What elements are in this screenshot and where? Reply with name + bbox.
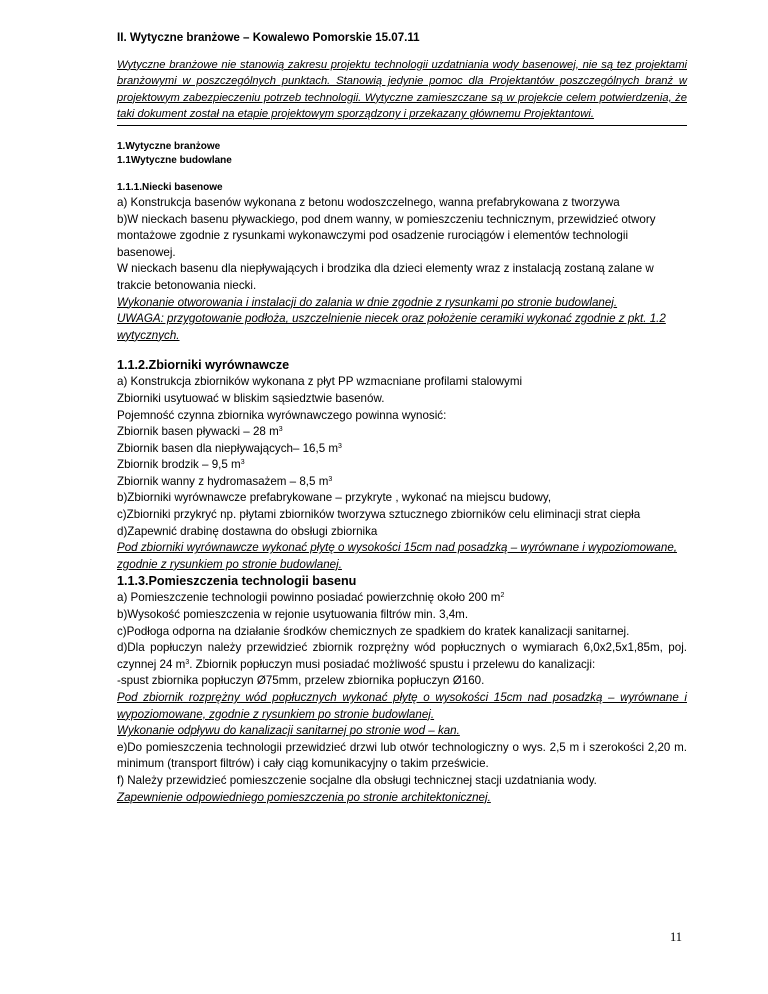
zbiorniki-capacity-1: Zbiornik basen pływacki – 28 $m^3$ [117,425,283,439]
pomieszczenia-item-b: b)Wysokość pomieszczenia w rejonie usytuowania filtrów min. 3,4m. [117,608,469,622]
pomieszczenia-item-f: f) Należy przewidzieć pomieszczenie socjalne dla obsługi technicznej stacji uzdatniania wody. [117,773,597,787]
zbiorniki-note: Pod zbiorniki wyrównawcze wykonać płytę o wysokości 15cm nad posadzką – wyrównane i wypoziomowane, zgodnie z rysunkiem po stronie budowlanej. [117,541,677,571]
zbiorniki-item-f: d)Zapewnić drabinę dostawna do obsługi zbiornika [117,524,378,538]
page-number: 11 [669,930,682,944]
document-content [117,30,687,806]
section-heading-1-1-1: 1.1.1.Niecki basenowe [117,181,223,193]
document-title: II. Wytyczne branżowe – Kowalewo Pomorskie 15.07.11 [117,31,420,44]
pomieszczenia-item-a: a) Pomieszczenie technologii powinno posiadać powierzchnię około 200 $m^2$ [117,591,505,605]
zbiorniki-item-b: Zbiorniki usytuować w bliskim sąsiedztwie basenów. [117,391,385,405]
section-heading-1-1: 1.1Wytyczne budowlane [117,154,232,166]
pomieszczenia-item-d2: -spust zbiornika popłuczyn Ø75mm, przelew zbiornika popłuczyn Ø160. [117,674,485,688]
zbiorniki-capacity-2: Zbiornik basen dla niepływających– 16,5 $m^3$ [117,441,342,455]
niecki-item-b: b)W nieckach basenu pływackiego, pod dnem wanny, w pomieszczeniu technicznym, przewidzieć otwory montażowe zgodnie z rysunkami wykonawczymi pod osadzenie rurociągów i elementów technologii basenowej. [117,212,656,259]
niecki-item-c: W nieckach basenu dla niepływających i brodzika dla dzieci elementy wraz z instalacją zostaną zalane w trakcie betonowania niecki. [117,262,654,292]
zbiorniki-capacity-3: Zbiornik brodzik – 9,5 $m^3$ [117,458,245,472]
zbiorniki-item-d: b)Zbiorniki wyrównawcze prefabrykowane – przykryte , wykonać na miejscu budowy, [117,491,552,505]
pomieszczenia-item-d: d)Dla popłuczyn należy przewidzieć zbiornik rozprężny wód popłucznych o wymiarach 6,0x2,5x1,85m, poj. czynnej 24 $m^3$. Zbiornik popłuczyn musi posiadać możliwość spustu i przelewu do kanalizacji: [117,641,687,671]
niecki-note-1: Wykonanie otworowania i instalacji do zalania w dnie zgodnie z rysunkami po stronie budowlanej. [117,295,618,309]
pomieszczenia-note-3: Zapewnienie odpowiedniego pomieszczenia po stronie architektonicznej. [117,790,491,804]
zbiorniki-item-e: c)Zbiorniki przykryć np. płytami zbiorników tworzywa sztucznego zbiorników celu eliminacji strat ciepła [117,508,641,522]
pomieszczenia-note-1: Pod zbiornik rozprężny wód popłucznych wykonać płytę o wysokości 15cm nad posadzką – wyrównane i wypoziomowane, zgodnie z rysunkiem po stronie budowlanej. [117,691,687,721]
pomieszczenia-item-e: e)Do pomieszczenia technologii przewidzieć drzwi lub otwór technologiczny o wys. 2,5 m i szerokości 2,20 m. minimum (transport filtrów) i cały ciąg komunikacyjny o takim prześwicie. [117,740,687,771]
section-heading-1-1-3: 1.1.3.Pomieszczenia technologii basenu [117,574,357,589]
zbiorniki-capacity-4: Zbiornik wanny z hydromasażem – 8,5 $m^3$ [117,474,333,488]
pomieszczenia-note-2: Wykonanie odpływu do kanalizacji sanitarnej po stronie wod – kan. [117,724,460,738]
niecki-item-a: a) Konstrukcja basenów wykonana z betonu wodoszczelnego, wanna prefabrykowana z tworzywa [117,195,620,209]
intro-paragraph: Wytyczne branżowe nie stanowią zakresu projektu technologii uzdatniania wody basenowej, nie są tez projektami branżowymi w poszczególnych punktach. Stanowią jedynie pomoc dla Projektantów poszczególnych branż w projektowym zabezpieczeniu potrzeb technologii. Wytyczne zamieszczane są w projekcie celem potwierdzenia, że taki dokument został na etapie projektowym sporządzony i przekazany głównemu Projektantowi. [117,57,687,126]
section-heading-1-1-2: 1.1.2.Zbiorniki wyrównawcze [117,358,290,373]
section-heading-1: 1.Wytyczne branżowe [117,140,221,152]
zbiorniki-item-a: a) Konstrukcja zbiorników wykonana z płyt PP wzmacniane profilami stalowymi [117,375,523,389]
niecki-note-2: UWAGA: przygotowanie podłoża, uszczelnienie niecek oraz położenie ceramiki wykonać zgodnie z pkt. 1.2 wytycznych. [117,312,666,342]
zbiorniki-item-c: Pojemność czynna zbiornika wyrównawczego powinna wynosić: [117,408,447,422]
pomieszczenia-item-c: c)Podłoga odporna na działanie środków chemicznych ze spadkiem do kratek kanalizacji sanitarnej. [117,624,630,638]
